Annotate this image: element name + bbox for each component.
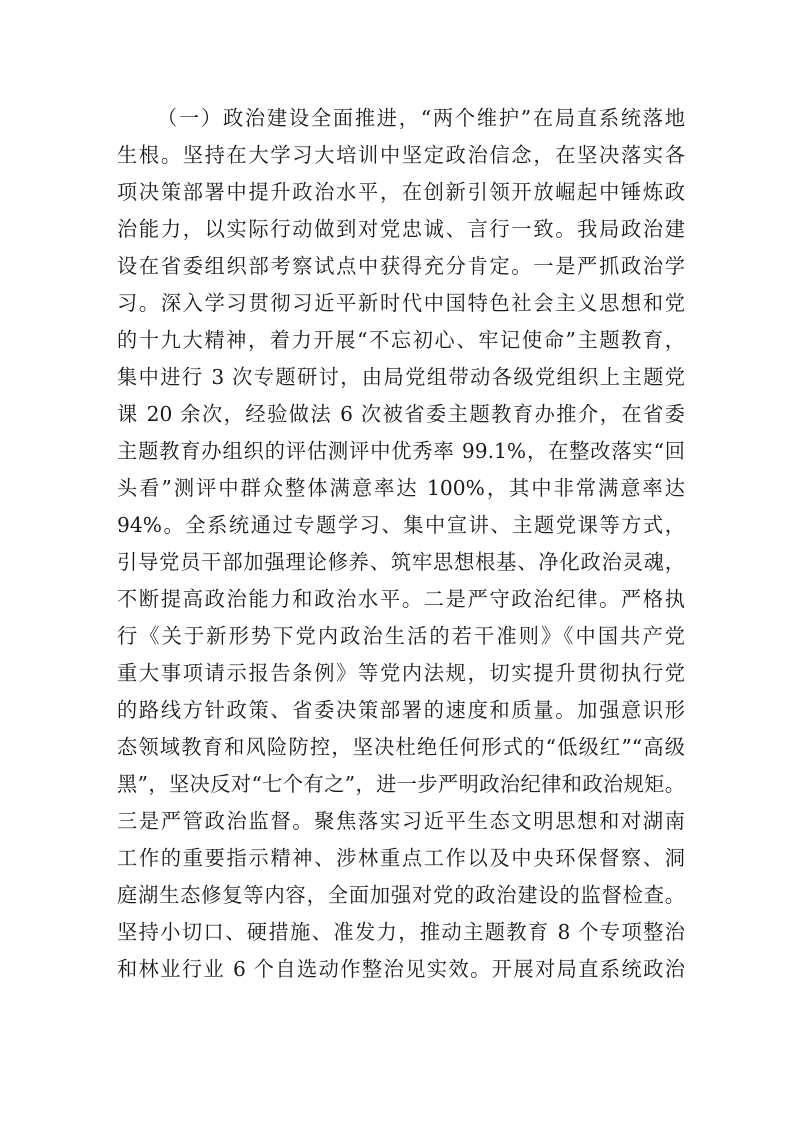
paragraph-line: 三是严管政治监督。聚焦落实习近平生态文明思想和对湖南 [117, 809, 685, 833]
paragraph-line: 工作的重要指示精神、涉林重点工作以及中央环保督察、洞 [117, 846, 685, 870]
paragraph-line: 习。深入学习贯彻习近平新时代中国特色社会主义思想和党 [117, 291, 685, 315]
paragraph-line: 设在省委组织部考察试点中获得充分肯定。一是严抓政治学 [117, 254, 685, 278]
paragraph-line: 黑”，坚决反对“七个有之”，进一步严明政治纪律和政治规矩。 [117, 772, 685, 796]
paragraph-line: 头看”测评中群众整体满意率达 100%，其中非常满意率达 [117, 476, 685, 500]
paragraph-line: 庭湖生态修复等内容，全面加强对党的政治建设的监督检查。 [117, 883, 685, 907]
paragraph-line: 集中进行 3 次专题研讨，由局党组带动各级党组织上主题党 [117, 365, 685, 389]
paragraph-line: 引导党员干部加强理论修养、筑牢思想根基、净化政治灵魂， [117, 550, 685, 574]
paragraph-line: 的路线方针政策、省委决策部署的速度和质量。加强意识形 [117, 698, 685, 722]
paragraph-line: 94%。全系统通过专题学习、集中宣讲、主题党课等方式， [117, 513, 685, 537]
paragraph-line: 治能力，以实际行动做到对党忠诚、言行一致。我局政治建 [117, 217, 685, 241]
paragraph-line: 坚持小切口、硬措施、准发力，推动主题教育 8 个专项整治 [117, 920, 685, 944]
paragraph-line: 行《关于新形势下党内政治生活的若干准则》《中国共产党 [117, 624, 685, 648]
paragraph-line: 和林业行业 6 个自选动作整治见实效。开展对局直系统政治 [117, 957, 685, 981]
paragraph-line: 项决策部署中提升政治水平，在创新引领开放崛起中锤炼政 [117, 180, 685, 204]
paragraph-line: 课 20 余次，经验做法 6 次被省委主题教育办推介，在省委 [117, 402, 685, 426]
paragraph-line: 不断提高政治能力和政治水平。二是严守政治纪律。严格执 [117, 587, 685, 611]
paragraph-line: 的十九大精神，着力开展“不忘初心、牢记使命”主题教育， [117, 328, 685, 352]
paragraph-line: （一）政治建设全面推进，“两个维护”在局直系统落地 [157, 106, 685, 130]
paragraph-line: 生根。坚持在大学习大培训中坚定政治信念，在坚决落实各 [117, 143, 685, 167]
paragraph-line: 态领域教育和风险防控，坚决杜绝任何形式的“低级红”“高级 [117, 735, 685, 759]
paragraph-line: 重大事项请示报告条例》等党内法规，切实提升贯彻执行党 [117, 661, 685, 685]
paragraph-line: 主题教育办组织的评估测评中优秀率 99.1%，在整改落实“回 [117, 439, 685, 463]
